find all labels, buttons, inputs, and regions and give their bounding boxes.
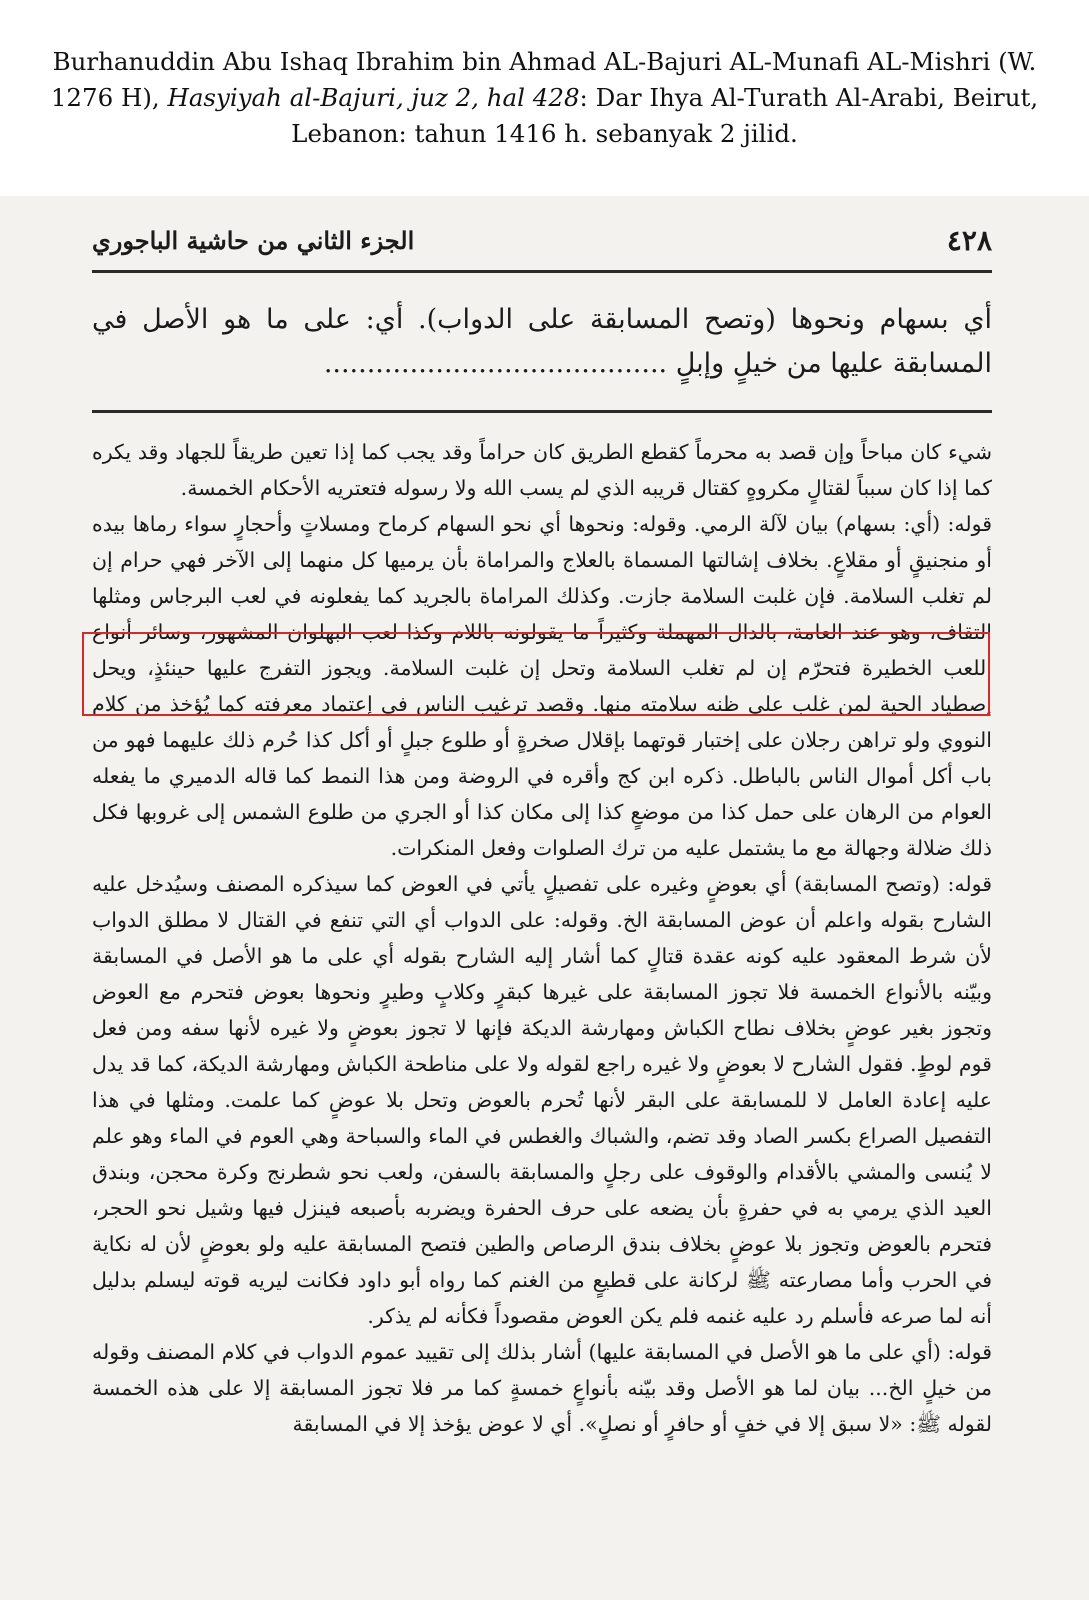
caption-publication: : Dar Ihya Al-Turath Al-Arabi, Beirut, Lebanon: tahun 1416 h. sebanyak 2 jilid. — [291, 83, 1039, 148]
page-header — [92, 222, 992, 268]
matn-separator-rule — [92, 410, 992, 413]
commentary-paragraph: قوله: (أي على ما هو الأصل في المسابقة عليها) أشار بذلك إلى تقييد عموم الدواب في كلام المصنف وقوله من خيلٍ الخ... بيان لما هو الأصل وقد بيّنه بأنواعٍ خمسةٍ كما مر فلا تجوز المسابقة إلا على هذه الخمسة لقوله ﷺ: «لا سبق إلا في خفٍ أو حافرٍ أو نصلٍ». أي لا عوض يؤخذ إلا في المسابقة — [92, 1340, 992, 1436]
commentary-paragraph: شيء كان مباحاً وإن قصد به محرماً كقطع الطريق كان حراماً وقد يجب كما إذا تعين طريقاً للجهاد وقد يكره كما إذا كان سبباً لقتالٍ مكروهٍ كقتال قريبه الذي لم يسب الله ولا رسوله فتعتريه الأحكام الخمسة. — [92, 440, 992, 500]
header-rule — [92, 270, 992, 273]
commentary-paragraph: قوله: (وتصح المسابقة) أي بعوضٍ وغيره على تفصيلٍ يأتي في العوض كما سيذكره المصنف وسيُدخل عليه الشارح بقوله واعلم أن عوض المسابقة الخ. وقوله: على الدواب أي التي تنفع في القتال لا مطلق الدواب لأن شرط المعقود عليه كونه عقدة قتالٍ كما أشار إليه الشارح بقوله أي على ما هو الأصل في المسابقة وبيّنه بالأنواع الخمسة فلا تجوز المسابقة على غيرها كبقرٍ وكلابٍ وطيرٍ ونحوها بعوض فتحرم مع العوض وتجوز بغير عوضٍ بخلاف نطاح الكباش ومهارشة الديكة فإنها لا تجوز بعوضٍ ولا غيره لأنها سفه ومن فعل قوم لوطٍ. فقول الشارح لا بعوضٍ ولا غيره راجع لقوله ولا على مناطحة الكباش ومهارشة الديكة، كما قد يدل عليه إعادة العامل لا للمسابقة على البقر لأنها تُحرم بالعوض وتحل بلا عوضٍ كما علمت. ومثلها في هذا التفصيل الصراع بكسر الصاد وقد تضم، والشباك والغطس في الماء والسباحة وهي العوم في الماء وهو علم لا يُنسى والمشي بالأقدام والوقوف على رجلٍ والمسابقة بالسفن، ولعب نحو شطرنج وكرة محجن، وبندق العيد الذي يرمي به في حفرةٍ بأن يضعه على حرف الحفرة ويضربه بأصبعه فينزل فيها وشيل نحو الحجر، فتحرم بالعوض وتجوز بلا عوضٍ بخلاف بندق الرصاص والطين فتصح المسابقة عليه ولو بعوضٍ لأن له نكاية في الحرب وأما مصارعته ﷺ لركانة على قطيعٍ من الغنم كما رواه أبو داود فكانت ليريه قوته ليسلم بدليل أنه لما صرعه فأسلم رد عليه غنمه فلم يكن العوض مقصوداً فكأنه لم يذكر. — [92, 872, 992, 1328]
commentary-paragraph: قوله: (أي: بسهام) بيان لآلة الرمي. وقوله: ونحوها أي نحو السهام كرماح ومسلاتٍ وأحجارٍ سواء رماها بيده أو منجنيقٍ أو مقلاعٍ. بخلاف إشالتها المسماة بالعلاج والمراماة بأن يرميها كل منهما إلى الآخر فهي حرام إن لم تغلب السلامة. فإن غلبت السلامة جازت. وكذلك المراماة بالجريد كما يفعلونه في لعب البرجاس ومثلها التقاف، وهو عند العامة، بالدال المهملة وكثيراً ما يقولونه باللام وكذا لعب البهلوان المشهور، وسائر أنواع اللعب الخطيرة فتحرّم إن لم تغلب السلامة وتحل إن غلبت السلامة. ويجوز التفرج عليها حينئذٍ، ويحل إصطياد الحية لمن غلب على ظنه سلامته منها. وقصد ترغيب الناس في إعتماد معرفته كما يُؤخذ من كلام النووي ولو تراهن رجلان على إختبار قوتهما بإقلال صخرةٍ أو طلوع جبلٍ أو أكل كذا حُرم ذلك عليهما فهو من باب أكل أموال الناس بالباطل. ذكره ابن كج وأقره في الروضة ومن هذا النمط كما قاله الدميري ما يفعله العوام من الرهان على حمل كذا من موضعٍ كذا إلى مكان كذا أو الجري من طلوع الشمس إلى غروبها فكل ذلك ضلالة وجهالة مع ما يشتمل عليه من ترك الصلوات وفعل المنكرات. — [92, 512, 992, 860]
citation-caption — [20, 44, 1069, 152]
page-number: ٤٢٨ — [946, 224, 992, 257]
caption-work: Hasyiyah al-Bajuri, juz 2, hal 428 — [167, 83, 580, 112]
highlight-box — [82, 632, 990, 716]
running-title: الجزء الثاني من حاشية الباجوري — [92, 226, 415, 255]
hashiyah-commentary — [92, 434, 992, 1442]
caption-author: Burhanuddin Abu Ishaq Ibrahim bin Ahmad AL-Bajuri AL-Munafi AL-Mishri (W. 1276 H), — [50, 47, 1037, 112]
matn-text: أي بسهام ونحوها (وتصح المسابقة على الدواب). أي: على ما هو الأصل في المسابقة عليها من خيلٍ وإبلٍ ........................................ — [92, 304, 992, 379]
